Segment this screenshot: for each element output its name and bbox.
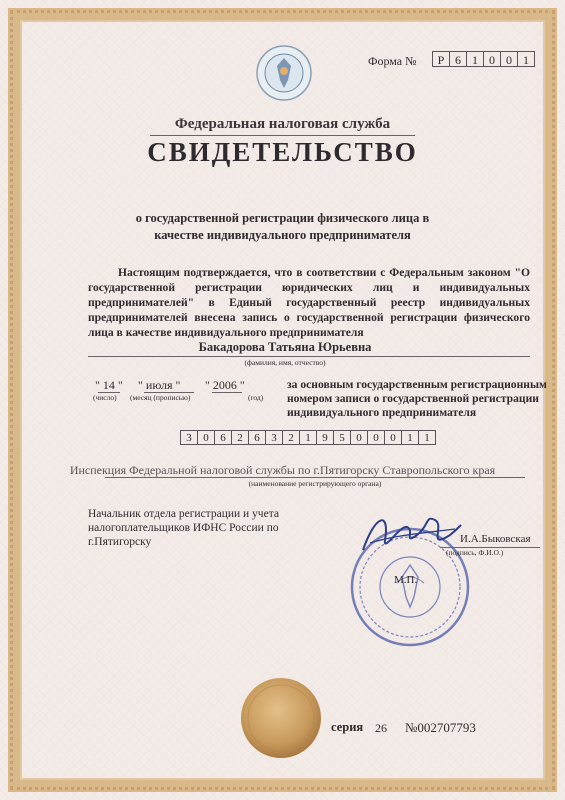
registration-number-digit: 9 [316,430,334,445]
month-caption: (месяц (прописью) [130,393,191,402]
form-number-label: Форма № [368,54,417,68]
registration-number-digit: 5 [333,430,351,445]
form-number-digit: 1 [517,51,535,67]
registration-number-text: за основным государственным регистрационным номером записи о государственной регистрации индивидуального предпринимателя [287,378,547,419]
form-number-digit: 6 [449,51,467,67]
registration-number-digit: 1 [418,430,436,445]
registration-number-digit: 0 [350,430,368,445]
registration-number-digit: 0 [384,430,402,445]
gold-seal-icon [240,677,322,759]
registration-number-digit: 1 [401,430,419,445]
agency-name: Федеральная налоговая служба [174,116,391,132]
document-subtitle: о государственной регистрации физического лица в качестве индивидуального предпринимателя [135,211,430,242]
registering-authority: Инспекция Федеральной налоговой службы по г.Пятигорску Ставропольского края [69,463,496,477]
series-label: серия [331,720,364,734]
signature-caption: (подпись, Ф.И.О.) [446,548,504,557]
signatory-name: И.А.Быковская [460,533,531,545]
registration-number-digit: 2 [231,430,249,445]
registration-number-digit: 0 [367,430,385,445]
name-caption: (фамилия, имя, отчество) [244,358,326,367]
registration-number-digit: 3 [265,430,283,445]
name-underline [88,356,530,357]
form-number-digit: 1 [466,51,484,67]
series-value: 26 [375,721,387,735]
form-number-digit: 0 [500,51,518,67]
registration-month: " июля " [138,378,181,392]
form-number-digit: 0 [483,51,501,67]
agency-underline [150,135,415,136]
authority-underline [105,477,525,478]
year-underline [212,392,242,393]
registration-number-digit: 6 [248,430,266,445]
registration-number-boxes [181,430,436,445]
certificate-number: №002707793 [405,720,476,735]
registration-number-digit: 1 [299,430,317,445]
registration-number-digit: 3 [180,430,198,445]
registration-number-digit: 6 [214,430,232,445]
form-number-boxes [433,51,535,67]
registration-number-digit: 2 [282,430,300,445]
registration-year: " 2006 " [205,378,245,392]
seal-place-mark: М.П. [394,574,418,586]
registration-day: " 14 " [95,378,123,392]
form-number-digit: Р [432,51,450,67]
document-title: СВИДЕТЕЛЬСТВО [147,137,418,167]
authority-caption: (наименование регистрирующего органа) [248,479,382,488]
tax-service-emblem-icon [255,44,313,102]
day-caption: (число) [93,393,117,402]
registration-number-digit: 0 [197,430,215,445]
year-caption: (год) [248,393,264,402]
person-full-name: Бакадорова Татьяна Юрьевна [198,340,372,354]
certification-text: Настоящим подтверждается, что в соответствии с Федеральным законом "О государственной регистрации юридических лиц и индивидуальных предпринимателей" в Единый государственный реестр индивидуальных предпринимателей внесена запись о государственной регистрации физического лица в качестве индивидуального предпринимателя [88,266,530,339]
signatory-position: Начальник отдела регистрации и учета налогоплательщиков ИФНС России по г.Пятигорску [88,508,279,548]
